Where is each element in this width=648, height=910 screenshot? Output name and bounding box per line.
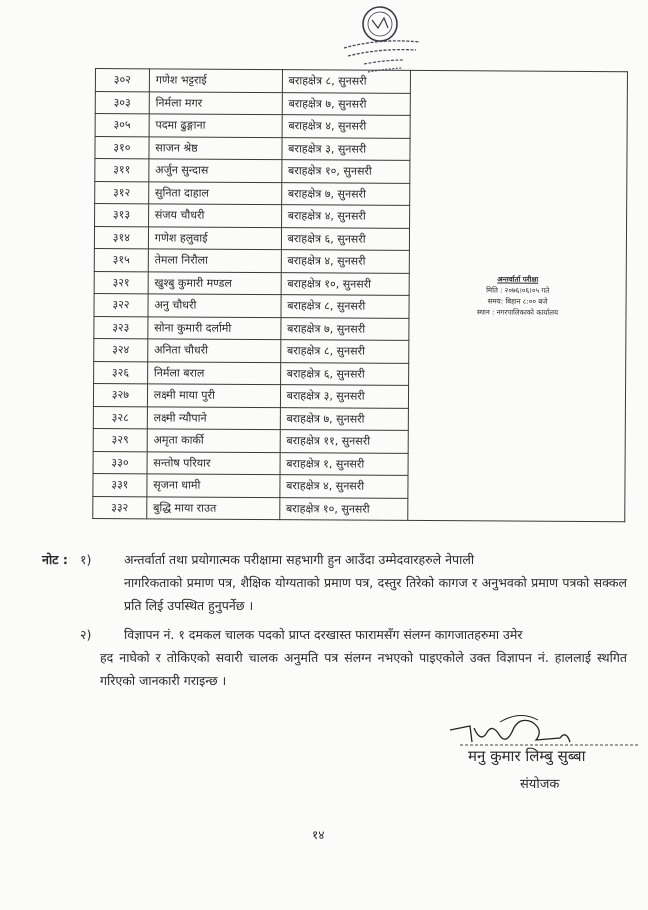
candidate-name: निर्मला बराल (147, 361, 280, 384)
candidate-roll-number: ३२४ (94, 338, 148, 361)
candidate-address: बराहक्षेत्र १०, सुनसरी (279, 497, 408, 520)
candidate-name: अनिता चौधरी (148, 339, 281, 362)
notes-section (42, 548, 627, 692)
candidate-name: तेमला निरौला (148, 249, 281, 272)
candidate-name: सन्तोष परियार (147, 451, 280, 474)
candidate-roll-number: ३१४ (94, 226, 148, 249)
signatory-name: मनु कुमार लिम्बु सुब्बा (468, 747, 586, 765)
candidate-address: बराहक्षेत्र १०, सुनसरी (281, 272, 410, 295)
candidate-roll-number: ३०५ (95, 114, 149, 137)
candidate-name: सोना कुमारी दर्लामी (148, 316, 281, 339)
office-stamp (330, 2, 430, 78)
candidate-roll-number: ३३२ (93, 496, 147, 519)
page-number: १४ (312, 828, 325, 842)
candidate-name: खुश्बु कुमारी मण्डल (148, 271, 281, 294)
candidate-address: बराहक्षेत्र १, सुनसरी (280, 452, 409, 475)
candidate-roll-number: ३२९ (93, 428, 147, 451)
candidate-address: बराहक्षेत्र ४, सुनसरी (281, 250, 410, 273)
candidate-roll-number: ३२१ (94, 271, 148, 294)
candidate-name: पदमा ढुङ्गाना (149, 114, 282, 137)
candidate-address: बराहक्षेत्र ११, सुनसरी (280, 430, 409, 453)
candidate-roll-number: ३२३ (94, 316, 148, 339)
candidate-name: अर्जुन सुन्दास (149, 159, 282, 182)
candidate-address: बराहक्षेत्र ८, सुनसरी (282, 70, 411, 93)
candidate-name: लक्ष्मी माया पुरी (147, 384, 280, 407)
candidate-address: बराहक्षेत्र १०, सुनसरी (281, 160, 410, 183)
interview-time: समय: बिहान ८:०० बजे (487, 296, 548, 306)
candidate-name: अनु चौधरी (148, 294, 281, 317)
note-1 (42, 548, 627, 571)
stamp-seal-icon (330, 2, 430, 78)
note-2 (42, 623, 627, 646)
signatory-role: संयोजक (520, 777, 560, 792)
candidate-table (92, 68, 628, 522)
candidate-roll-number: ३२८ (93, 406, 147, 429)
candidate-name: संजय चौधरी (148, 204, 281, 227)
candidate-roll-number: ३२७ (93, 383, 147, 406)
note-number: १) (80, 552, 92, 567)
candidate-address: बराहक्षेत्र ३, सुनसरी (280, 385, 409, 408)
candidate-address: बराहक्षेत्र ४, सुनसरी (282, 115, 411, 138)
candidate-name: लक्ष्मी न्यौपाने (147, 406, 280, 429)
candidate-roll-number: ३१३ (95, 204, 149, 227)
candidate-address: बराहक्षेत्र ६, सुनसरी (281, 227, 410, 250)
candidate-address: बराहक्षेत्र ६, सुनसरी (280, 362, 409, 385)
table-row (95, 69, 627, 95)
candidate-roll-number: ३०३ (95, 91, 149, 114)
candidate-address: बराहक्षेत्र ७, सुनसरी (280, 407, 409, 430)
candidate-roll-number: ३३१ (93, 473, 147, 496)
candidate-address: बराहक्षेत्र ८, सुनसरी (280, 340, 409, 363)
candidate-address: बराहक्षेत्र ३, सुनसरी (282, 137, 411, 160)
note-text: अन्तर्वार्ता तथा प्रयोगात्मक परीक्षामा सहभागी हुन आउँदा उम्मेदवारहरुले नेपाली (124, 552, 475, 567)
note-text-continued: हद नाघेको र तोकिएको सवारी चालक अनुमति पत्र संलग्न नभएको पाइएकोले उक्त विज्ञापन नं. हाललाई स्थगित गरिएको जानकारी गराइन्छ । (100, 650, 627, 688)
candidate-roll-number: ३१२ (95, 181, 149, 204)
candidate-name: गणेश भट्टराई (149, 69, 282, 92)
note-text-continued: नागरिकताको प्रमाण पत्र, शैक्षिक योग्यताको प्रमाण पत्र, दस्तुर तिरेको कागज र अनुभवको प्रमाण पत्रको सक्कल प्रति लिई उपस्थित हुनुपर्नेछ । (124, 575, 627, 613)
candidate-roll-number: ३१५ (94, 248, 148, 271)
candidate-roll-number: ३११ (95, 159, 149, 182)
interview-title: अन्तर्वार्ता परीक्षा (497, 274, 539, 284)
interview-details-cell (408, 70, 628, 521)
candidate-address: बराहक्षेत्र ७, सुनसरी (281, 182, 410, 205)
candidate-name: गणेश हलुवाई (148, 226, 281, 249)
candidate-address: बराहक्षेत्र ८, सुनसरी (281, 295, 410, 318)
candidate-address: बराहक्षेत्र ४, सुनसरी (281, 205, 410, 228)
candidate-roll-number: ३१० (95, 136, 149, 159)
interview-venue: स्थान : नगरपालिकाको कार्यालय (476, 307, 559, 317)
interview-date: मिति : २०७६।०६।०५ गते (486, 285, 550, 295)
candidate-name: निर्मला मगर (149, 91, 282, 114)
candidate-name: बुद्धि माया राउत (147, 496, 280, 519)
note-number: २) (80, 627, 92, 642)
candidate-roll-number: ३०२ (95, 69, 149, 92)
note-text: विज्ञापन नं. १ दमकल चालक पदको प्राप्त दरखास्त फारामसँग संलग्न कागजातहरुमा उमेर (124, 627, 523, 642)
candidate-name: साजन श्रेष्ठ (149, 136, 282, 159)
candidate-roll-number: ३३० (93, 451, 147, 474)
candidate-name: अमृता कार्की (147, 429, 280, 452)
candidate-roll-number: ३२२ (94, 293, 148, 316)
note-label: नोट : (42, 552, 68, 567)
candidate-name: सृजना धामी (147, 474, 280, 497)
candidate-address: बराहक्षेत्र ७, सुनसरी (282, 92, 411, 115)
candidate-name: सुनिता दाहाल (148, 181, 281, 204)
candidate-address: बराहक्षेत्र ४, सुनसरी (280, 475, 409, 498)
candidate-roll-number: ३२६ (94, 361, 148, 384)
candidate-address: बराहक्षेत्र ७, सुनसरी (281, 317, 410, 340)
